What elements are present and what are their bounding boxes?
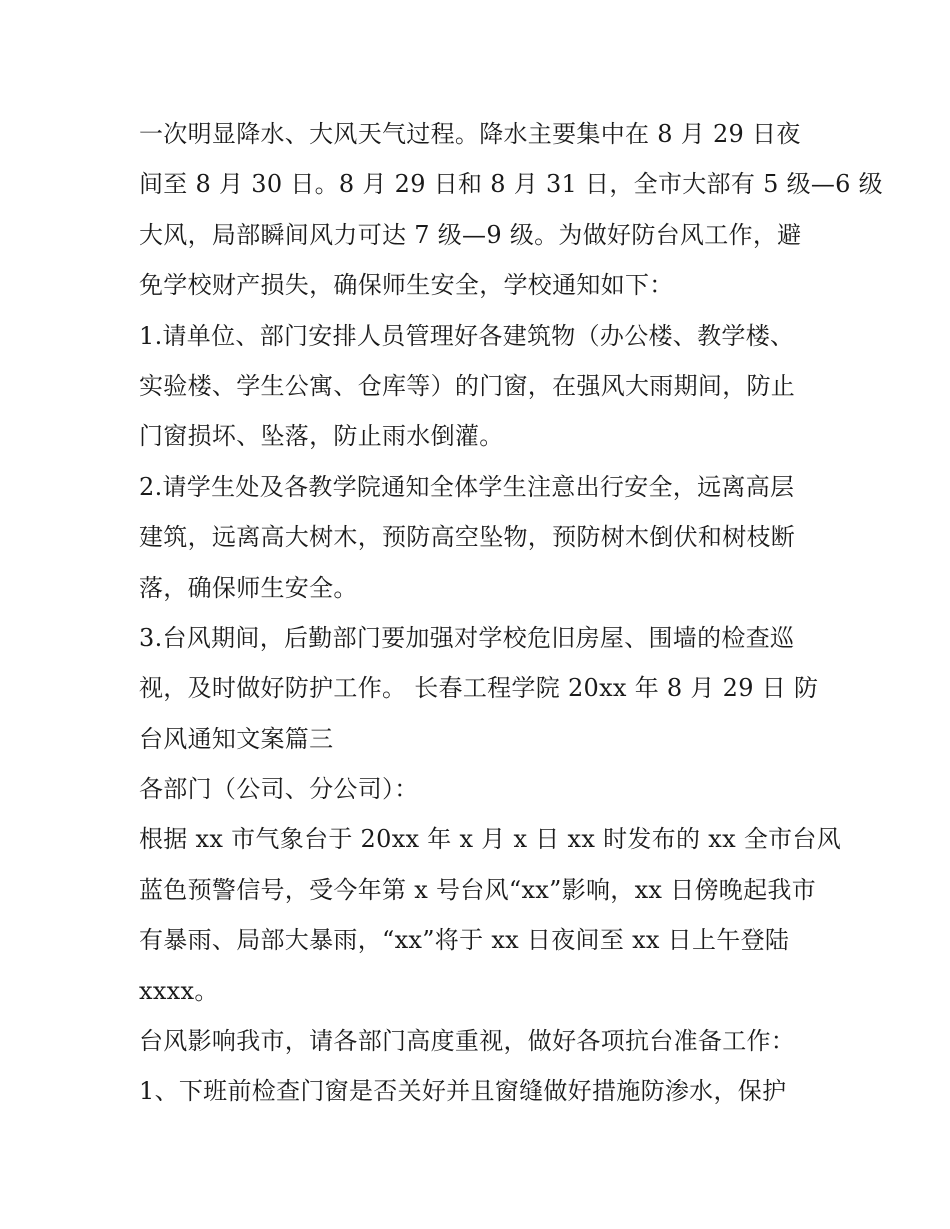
text-line: 免学校财产损失，确保师生安全，学校通知如下：: [139, 271, 674, 300]
text-line: 门窗损坏、坠落，防止雨水倒灌。: [139, 422, 504, 451]
text-line: 2.请学生处及各教学院通知全体学生注意出行安全，远离高层: [139, 472, 795, 501]
text-line: 台风影响我市，请各部门高度重视，做好各项抗台准备工作：: [139, 1027, 796, 1056]
text-line: 各部门（公司、分公司）：: [139, 775, 419, 804]
text-line: 蓝色预警信号，受今年第 x 号台风“xx”影响，xx 日傍晚起我市: [139, 875, 816, 904]
text-line: 落，确保师生安全。: [139, 573, 358, 602]
text-line: 间至 8 月 30 日。8 月 29 日和 8 月 31 日，全市大部有 5 级—6 级: [139, 170, 883, 199]
document-body: [139, 109, 883, 1117]
text-line: 实验楼、学生公寓、仓库等）的门窗，在强风大雨期间，防止: [139, 371, 796, 400]
text-line: 1、下班前检查门窗是否关好并且窗缝做好措施防渗水，保护: [139, 1077, 787, 1106]
text-line: 视，及时做好防护工作。 长春工程学院 20xx 年 8 月 29 日 防: [139, 674, 819, 703]
text-line: 建筑，远离高大树木，预防高空坠物，预防树木倒伏和树枝断: [139, 523, 796, 552]
text-line: 有暴雨、局部大暴雨，“xx”将于 xx 日夜间至 xx 日上午登陆: [139, 926, 790, 955]
text-line: 台风通知文案篇三: [139, 724, 334, 753]
text-line: 根据 xx 市气象台于 20xx 年 x 月 x 日 xx 时发布的 xx 全市台风: [139, 825, 842, 854]
text-line: 1.请单位、部门安排人员管理好各建筑物（办公楼、教学楼、: [139, 321, 795, 350]
text-line: 3.台风期间，后勤部门要加强对学校危旧房屋、围墙的检查巡: [139, 623, 795, 652]
text-line: xxxx。: [139, 976, 219, 1005]
text-line: 一次明显降水、大风天气过程。降水主要集中在 8 月 29 日夜: [139, 120, 801, 148]
text-line: 大风，局部瞬间风力可达 7 级—9 级。为做好防台风工作，避: [139, 220, 802, 249]
